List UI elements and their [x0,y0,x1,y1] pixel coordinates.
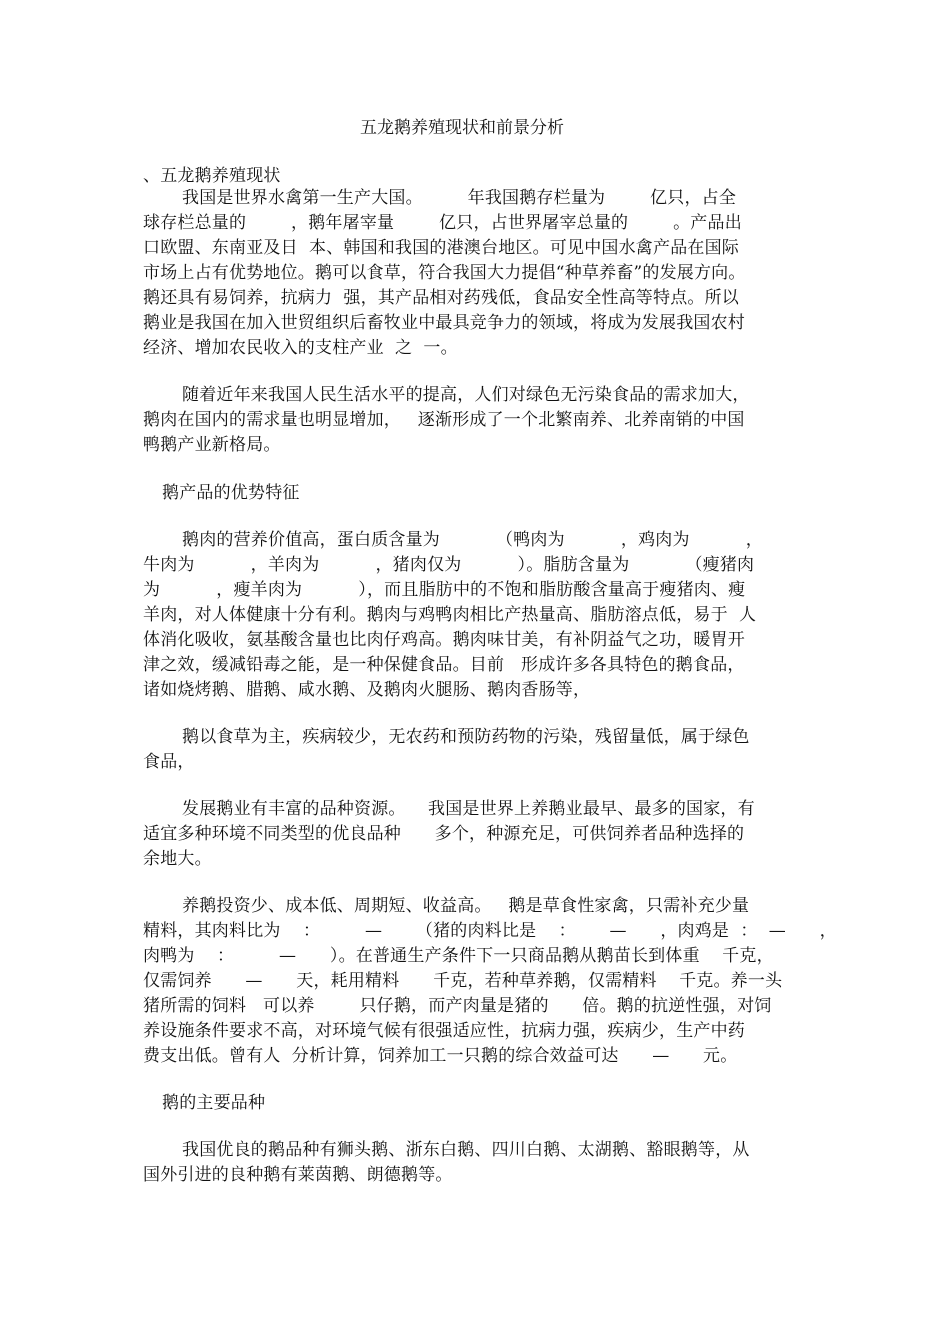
section-heading-breeds: 鹅的主要品种 [162,1093,266,1113]
paragraph-line: 国外引进的良种鹅有莱茵鹅、朗德鹅等。 [143,1165,453,1185]
paragraph-line: 诸如烧烤鹅、腊鹅、咸水鹅、及鹅肉火腿肠、鹅肉香肠等， [143,680,591,700]
paragraph-line: 发展鹅业有丰富的品种资源。 我国是世界上养鹅业最早、最多的国家，有 [182,799,755,819]
paragraph-line: 鹅以食草为主，疾病较少，无农药和预防药物的污染，残留量低，属于绿色 [182,727,750,747]
paragraph-line: 我国是世界水禽第一生产大国。 年我国鹅存栏量为 亿只，占全 [182,188,737,208]
paragraph-line: 鹅业是我国在加入世贸组织后畜牧业中最具竞争力的领域，将成为发展我国农村 [143,313,745,333]
paragraph-line: 食品， [143,752,195,772]
paragraph-line: 随着近年来我国人民生活水平的提高，人们对绿色无污染食品的需求加大， [182,385,750,405]
paragraph-line: 余地大。 [143,849,212,869]
paragraph-line: 费支出低。曾有人 分析计算，饲养加工一只鹅的综合效益可达 — 元。 [143,1046,738,1066]
paragraph-line: 鸭鹅产业新格局。 [143,435,281,455]
paragraph-line: 我国优良的鹅品种有狮头鹅、浙东白鹅、四川白鹅、太湖鹅、豁眼鹅等，从 [182,1140,750,1160]
page-title: 五龙鹅养殖现状和前景分析 [360,118,564,138]
paragraph-line: 肉鸭为 ： — ）。在普通生产条件下一只商品鹅从鹅苗长到体重 千克， [143,946,774,966]
paragraph-line: 鹅肉的营养价值高，蛋白质含量为 （鸭肉为 ，鸡肉为 ， [182,530,763,550]
paragraph-line: 牛肉为 ，羊肉为 ，猪肉仅为 ）。脂肪含量为 （瘦猪肉 [143,555,755,575]
paragraph-line: 鹅还具有易饲养，抗病力 强，其产品相对药残低，食品安全性高等特点。所以 [143,288,740,308]
paragraph-line: 养设施条件要求不高，对环境气候有很强适应性，抗病力强，疾病少，生产中药 [143,1021,745,1041]
paragraph-line: 养鹅投资少、成本低、周期短、收益高。 鹅是草食性家禽，只需补充少量 [182,896,750,916]
paragraph-line: 猪所需的饲料 可以养 只仔鹅，而产肉量是猪的 倍。鹅的抗逆性强，对饲 [143,996,772,1016]
paragraph-line: 为 ，瘦羊肉为 ），而且脂肪中的不饱和脂肪酸含量高于瘦猪肉、瘦 [143,580,746,600]
paragraph-line: 经济、增加农民收入的支柱产业 之 一。 [143,338,458,358]
section-heading-status: 、五龙鹅养殖现状 [143,166,281,186]
paragraph-line: 津之效，缓减铅毒之能，是一种保健食品。目前 形成许多各具特色的鹅食品， [143,655,745,675]
paragraph-line: 市场上占有优势地位。鹅可以食草，符合我国大力提倡“种草养畜”的发展方向。 [143,263,746,283]
paragraph-line: 鹅肉在国内的需求量也明显增加， 逐渐形成了一个北繁南养、北养南销的中国 [143,410,745,430]
paragraph-line: 球存栏总量的 ，鹅年屠宰量 亿只，占世界屠宰总量的 。产品出 [143,213,742,233]
paragraph-line: 精料，其肉料比为 ： — （猪的肉料比是 ： — ，肉鸡是 ： — ， [143,921,837,941]
section-heading-advantages: 鹅产品的优势特征 [162,483,300,503]
paragraph-line: 体消化吸收，氨基酸含量也比肉仔鸡高。鹅肉味甘美，有补阴益气之功，暖胃开 [143,630,745,650]
paragraph-line: 仅需饲养 — 天，耗用精料 千克，若种草养鹅，仅需精料 千克。养一头 [143,971,783,991]
paragraph-line: 适宜多种环境不同类型的优良品种 多个，种源充足，可供饲养者品种选择的 [143,824,745,844]
paragraph-line: 羊肉，对人体健康十分有利。鹅肉与鸡鸭肉相比产热量高、脂肪溶点低，易于 人 [143,605,757,625]
paragraph-line: 口欧盟、东南亚及日 本、韩国和我国的港澳台地区。可见中国水禽产品在国际 [143,238,740,258]
